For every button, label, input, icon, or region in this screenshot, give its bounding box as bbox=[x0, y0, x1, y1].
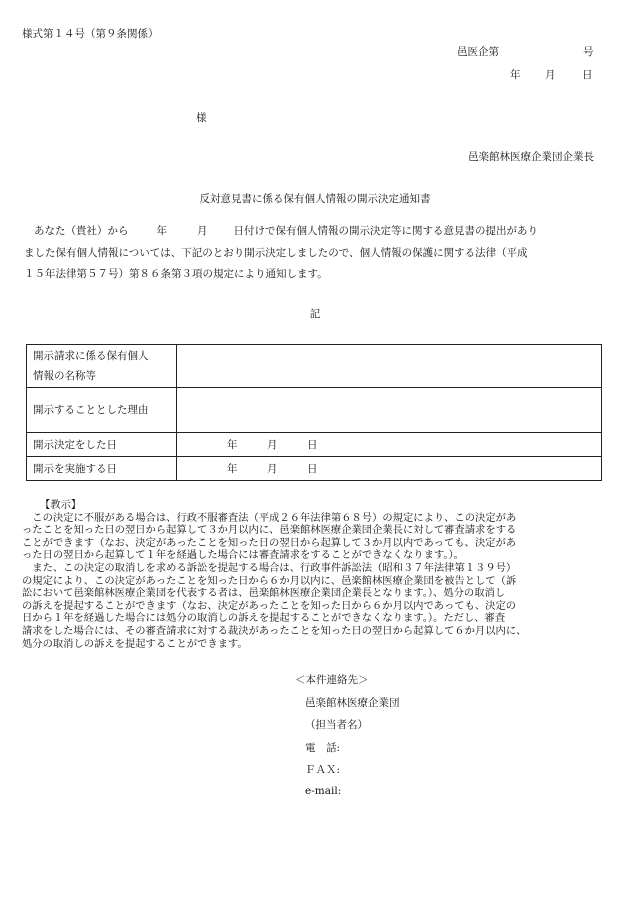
intro-paragraph bbox=[24, 221, 618, 286]
row-label-implementation-date: 開示を実施する日 bbox=[27, 457, 177, 481]
addressee-suffix: 様 bbox=[196, 112, 207, 124]
notice-line: ことができます（なお、決定があったことを知った日の翌日から起算して３か月以内であっても、決定があ bbox=[22, 536, 517, 549]
table-row bbox=[27, 388, 602, 433]
contact-heading: ＜本件連絡先＞ bbox=[295, 674, 369, 686]
contact-fax: ＦＡＸ: bbox=[305, 764, 341, 776]
notice-line: 日から１年を経過した場合には処分の取消しの訴えを提起することができなくなります。）。ただし、審査 bbox=[22, 612, 506, 625]
info-name-field[interactable] bbox=[177, 345, 602, 388]
issuer-name: 邑楽館林医療企業団企業長 bbox=[468, 151, 594, 163]
row-label-reason: 開示することとした理由 bbox=[27, 388, 177, 433]
contact-person: （担当者名） bbox=[305, 719, 368, 731]
intro-text-a: あなた（貴社）から bbox=[34, 225, 129, 237]
row-label-info-name bbox=[27, 345, 177, 388]
notice-line: 訟において邑楽館林医療企業団を代表する者は、邑楽館林医療企業団企業長となります。）、処分の取消し bbox=[22, 587, 506, 600]
contact-email: e-mail: bbox=[305, 785, 342, 797]
intro-line-1 bbox=[24, 221, 618, 243]
implementation-month: 月 bbox=[267, 463, 278, 475]
document-number-label: 邑医企第 bbox=[457, 46, 499, 58]
implementation-date-field[interactable] bbox=[177, 457, 602, 481]
table-row bbox=[27, 433, 602, 457]
implementation-day: 日 bbox=[307, 463, 318, 475]
document-number-suffix: 号 bbox=[583, 46, 594, 58]
decision-month: 月 bbox=[267, 439, 278, 451]
intro-year: 年 bbox=[156, 225, 167, 237]
document-title: 反対意見書に係る保有個人情報の開示決定通知書 bbox=[199, 193, 431, 205]
ki-heading: 記 bbox=[309, 308, 321, 320]
row-label-decision-date: 開示決定をした日 bbox=[27, 433, 177, 457]
form-number: 様式第１４号（第９条関係） bbox=[22, 28, 159, 40]
decision-day: 日 bbox=[307, 439, 318, 451]
notice-line: の規定により、この決定があったことを知った日から６か月以内に、邑楽館林医療企業団を被告として（訴 bbox=[22, 574, 517, 587]
implementation-year: 年 bbox=[227, 463, 238, 475]
row-label-line: 情報の名称等 bbox=[33, 370, 96, 382]
notice-line: の訴えを提起することができます（なお、決定があったことを知った日から６か月以内であっても、決定の bbox=[22, 599, 517, 612]
notice-line: 請求をした場合には、その審査請求に対する裁決があったことを知った日の翌日から起算して６か月以内に、 bbox=[22, 624, 527, 637]
notice-line: 処分の取消しの訴えを提起することができます。 bbox=[22, 637, 248, 650]
table-row bbox=[27, 457, 602, 481]
table-row bbox=[27, 345, 602, 388]
notice-line: ったことを知った日の翌日から起算して３か月以内に、邑楽館林医療企業団企業長に対して審査請求をする bbox=[22, 524, 517, 537]
appeal-notice bbox=[22, 499, 616, 650]
decision-year: 年 bbox=[227, 439, 238, 451]
intro-line-2: ました保有個人情報については、下記のとおり開示決定しましたので、個人情報の保護に関する法律（平成 bbox=[24, 246, 528, 259]
notice-line: また、この決定の取消しを求める訴訟を提起する場合は、行政事件訴訟法（昭和３７年法律第１３９号） bbox=[22, 561, 517, 574]
issue-date-month: 月 bbox=[545, 69, 556, 81]
contact-organization: 邑楽館林医療企業団 bbox=[305, 697, 400, 709]
issue-date-year: 年 bbox=[510, 69, 521, 81]
notice-heading: 【教示】 bbox=[40, 499, 82, 511]
notice-line: った日の翌日から起算して１年を経過した場合には審査請求をすることができなくなります。）。 bbox=[22, 549, 464, 562]
contact-phone: 電 話: bbox=[305, 742, 341, 754]
disclosure-table bbox=[26, 344, 602, 481]
row-label-line: 開示請求に係る保有個人 bbox=[33, 350, 149, 362]
intro-line-3: １５年法律第５７号）第８６条第３項の規定により通知します。 bbox=[24, 268, 328, 280]
notice-line: この決定に不服がある場合は、行政不服審査法（平成２６年法律第６８号）の規定により、この決定があ bbox=[22, 511, 517, 524]
reason-field[interactable] bbox=[177, 388, 602, 433]
intro-text-b: 日付けで保有個人情報の開示決定等に関する意見書の提出があり bbox=[233, 225, 538, 237]
issue-date-day: 日 bbox=[582, 69, 593, 81]
intro-month: 月 bbox=[197, 225, 208, 237]
decision-date-field[interactable] bbox=[177, 433, 602, 457]
